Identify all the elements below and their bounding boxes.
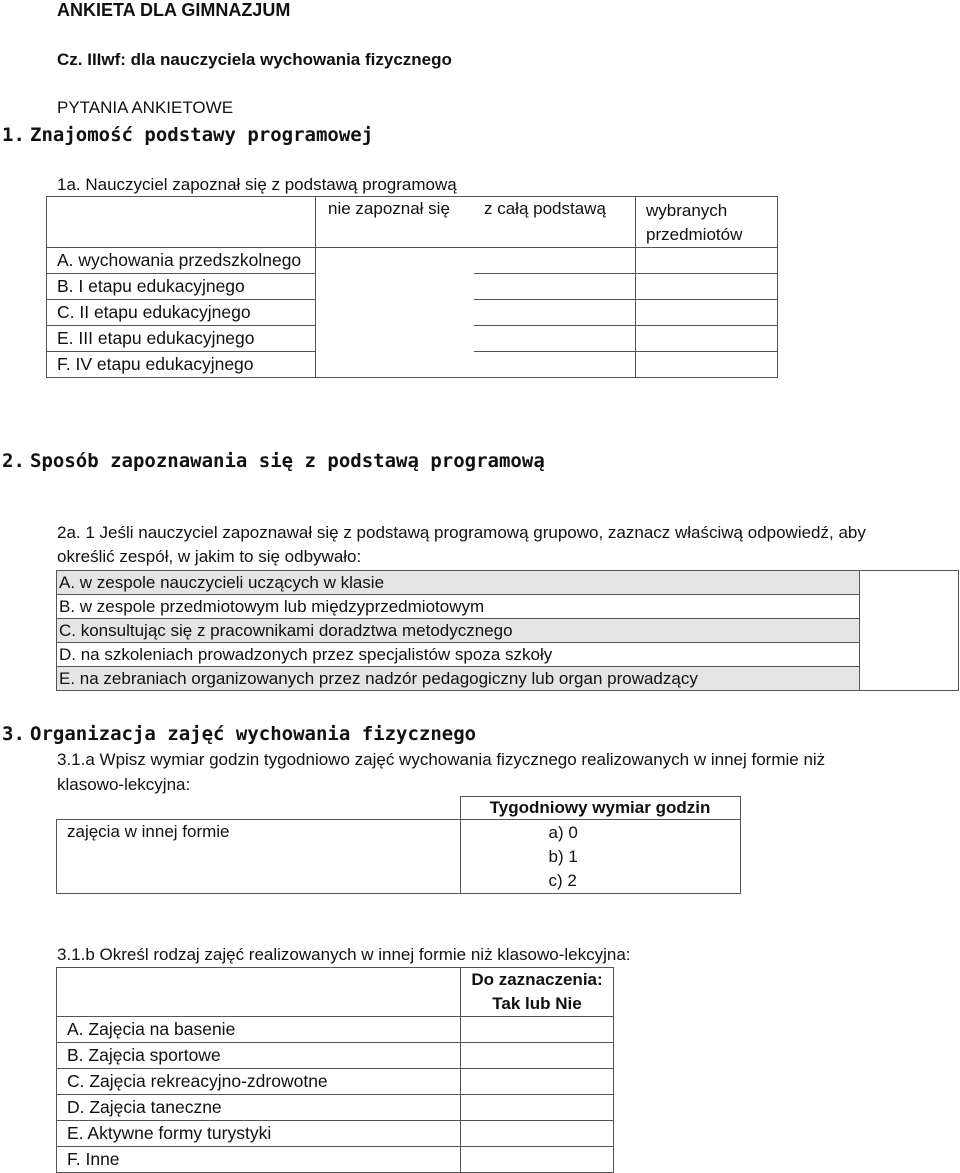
answer-cell[interactable] [474, 274, 636, 300]
table-row-label: B. I etapu edukacyjnego [47, 274, 316, 300]
question-1a: 1a. Nauczyciel zapoznał się z podstawą programową [57, 175, 457, 194]
knowledge-table [46, 196, 778, 378]
questions-header: PYTANIA ANKIETOWE [57, 98, 234, 117]
answer-cell[interactable] [316, 352, 475, 378]
activity-answer-cell[interactable] [461, 1017, 614, 1043]
question-31a-line1: 3.1.a Wpisz wymiar godzin tygodniowo zajęć wychowania fizycznego realizowanych w innej formie niż [57, 750, 826, 769]
section1-title: Znajomość podstawy programowej [30, 124, 374, 146]
hours-option[interactable]: c) 2 [548, 871, 577, 890]
activity-table [56, 967, 614, 1173]
section3-title: Organizacja zajęć wychowania fizycznego [30, 723, 477, 745]
hours-table [56, 796, 741, 894]
hours-header: Tygodniowy wymiar godzin [460, 797, 740, 820]
answer-cell[interactable] [316, 300, 475, 326]
answer-cell[interactable] [636, 300, 778, 326]
activity-label: D. Zajęcia taneczne [57, 1095, 461, 1121]
question-2a-line1: 2a. 1 Jeśli nauczyciel zapoznawał się z podstawą programową grupowo, zaznacz właściwą odpowiedź, aby [57, 523, 866, 542]
answer-cell[interactable] [474, 248, 636, 274]
column-header: z całą podstawą [474, 197, 636, 248]
answer-cell[interactable] [636, 352, 778, 378]
answer-cell[interactable] [474, 300, 636, 326]
option-label: C. konsultując się z pracownikami doradztwa metodycznego [57, 619, 860, 643]
empty-header-cell [57, 968, 461, 1017]
answer-cell[interactable] [636, 274, 778, 300]
column-header: nie zapoznał się [316, 197, 475, 248]
group-options-table [56, 570, 959, 691]
question-2a-line2: określić zespół, w jakim to się odbywało: [57, 547, 362, 566]
option-checkbox-cell[interactable] [860, 667, 959, 691]
activity-label: F. Inne [57, 1147, 461, 1173]
option-checkbox-cell[interactable] [860, 643, 959, 667]
answer-cell[interactable] [316, 248, 475, 274]
activity-label: A. Zajęcia na basenie [57, 1017, 461, 1043]
hours-option[interactable]: b) 1 [548, 847, 578, 866]
option-label: A. w zespole nauczycieli uczących w klasie [57, 571, 860, 595]
option-checkbox-cell[interactable] [860, 619, 959, 643]
activity-answer-cell[interactable] [461, 1095, 614, 1121]
table-row-label: F. IV etapu edukacyjnego [47, 352, 316, 378]
option-label: B. w zespole przedmiotowym lub międzyprzedmiotowym [57, 595, 860, 619]
activity-answer-cell[interactable] [461, 1121, 614, 1147]
empty-header-cell [47, 197, 316, 248]
activity-label: B. Zajęcia sportowe [57, 1043, 461, 1069]
hours-options-cell[interactable] [460, 820, 740, 894]
answer-cell[interactable] [636, 326, 778, 352]
answer-cell[interactable] [316, 326, 475, 352]
answer-cell[interactable] [316, 274, 475, 300]
section1-number: 1. [2, 124, 25, 146]
column-header: wybranych przedmiotów [636, 197, 778, 248]
table-row-label: C. II etapu edukacyjnego [47, 300, 316, 326]
option-checkbox-cell[interactable] [860, 595, 959, 619]
option-checkbox-cell[interactable] [860, 571, 959, 595]
empty-header-cell [57, 797, 461, 820]
section2-number: 2. [2, 450, 25, 472]
question-31a-line2: klasowo-lekcyjna: [57, 775, 191, 794]
section2-title: Sposób zapoznawania się z podstawą programową [30, 450, 545, 472]
section3-number: 3. [2, 723, 25, 745]
activity-label: C. Zajęcia rekreacyjno-zdrowotne [57, 1069, 461, 1095]
table-row-label: E. III etapu edukacyjnego [47, 326, 316, 352]
answer-cell[interactable] [474, 326, 636, 352]
option-label: D. na szkoleniach prowadzonych przez specjalistów spoza szkoły [57, 643, 860, 667]
document-subtitle: Cz. IIIwf: dla nauczyciela wychowania fizycznego [57, 50, 452, 69]
activity-label: E. Aktywne formy turystyki [57, 1121, 461, 1147]
answer-cell[interactable] [636, 248, 778, 274]
hours-option[interactable]: a) 0 [548, 823, 578, 842]
table-row-label: A. wychowania przedszkolnego [47, 248, 316, 274]
document-title: ANKIETA DLA GIMNAZJUM [57, 0, 291, 20]
hours-row-label: zajęcia w innej formie [57, 820, 461, 894]
option-label: E. na zebraniach organizowanych przez nadzór pedagogiczny lub organ prowadzący [57, 667, 860, 691]
mark-header: Do zaznaczenia: Tak lub Nie [461, 968, 614, 1017]
question-31b: 3.1.b Określ rodzaj zajęć realizowanych w innej formie niż klasowo-lekcyjna: [57, 945, 631, 964]
activity-answer-cell[interactable] [461, 1043, 614, 1069]
answer-cell[interactable] [474, 352, 636, 378]
activity-answer-cell[interactable] [461, 1069, 614, 1095]
